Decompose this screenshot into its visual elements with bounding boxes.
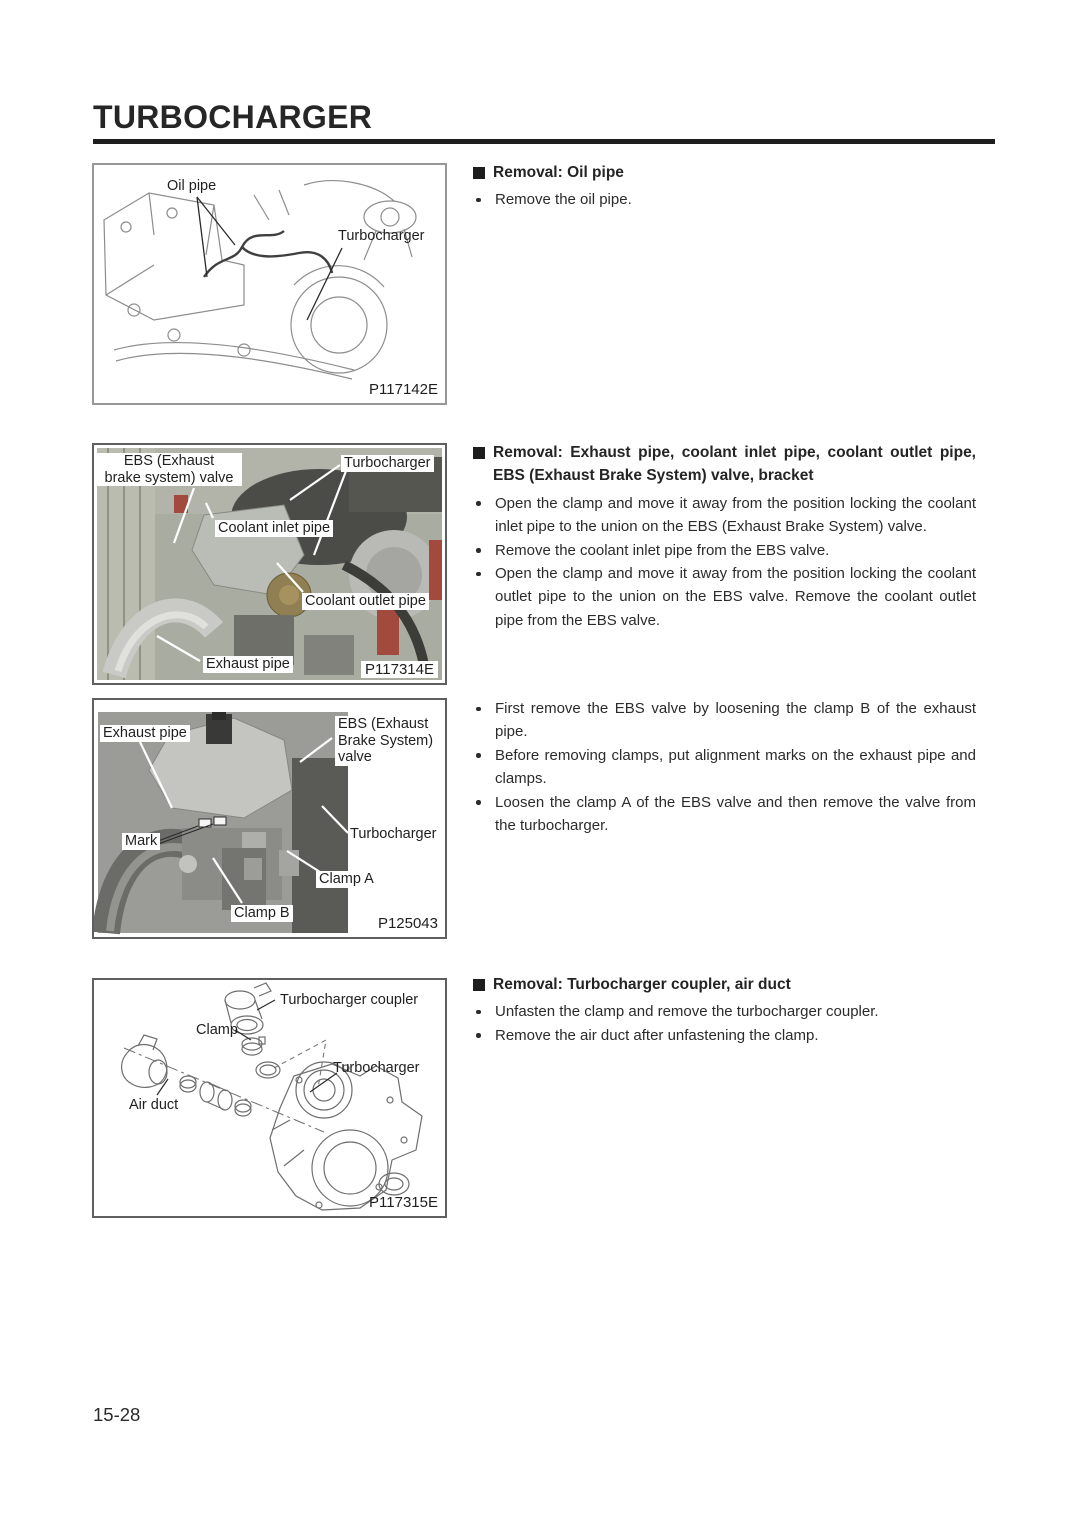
bullet-text: Remove the coolant inlet pipe from the EBS valve. [495, 541, 830, 559]
figure-code: P125043 [377, 915, 438, 932]
section-heading-text: Removal: Oil pipe [493, 164, 624, 181]
figure-label-mark: Mark [122, 833, 160, 850]
bullet-dot-icon [473, 188, 495, 211]
title-rule [93, 139, 995, 144]
section-heading-text: Removal: Turbocharger coupler, air duct [493, 976, 791, 993]
list-item [473, 1024, 976, 1047]
bullet-dot-icon [473, 539, 495, 562]
bullet-text: Open the clamp and move it away from the position locking the coolant inlet pipe to the union on the EBS (Exhaust Brake System) valve. [495, 494, 976, 536]
section-heading [473, 441, 976, 488]
figure-label-ebs-line2: brake system) valve [104, 469, 234, 486]
section-heading-text: Removal: Exhaust pipe, coolant inlet pipe, coolant outlet pipe, EBS (Exhaust Brake System) valve, bracket [493, 444, 976, 485]
page-number: 15-28 [93, 1404, 141, 1425]
bullet-dot-icon [473, 1000, 495, 1023]
figure-exploded-view [92, 978, 447, 1218]
figure-label-ebs-line1: EBS (Exhaust [338, 716, 429, 732]
list-item [473, 188, 976, 211]
heading-square-icon [473, 167, 485, 179]
bullet-dot-icon [473, 697, 495, 744]
figure-oil-pipe [92, 163, 447, 405]
figure-label-clamp-b: Clamp B [231, 905, 293, 922]
bullet-dot-icon [473, 1024, 495, 1047]
figure-code: P117315E [369, 1194, 438, 1211]
figure-label-turbocharger-coupler: Turbocharger coupler [280, 992, 419, 1008]
figure-label-exhaust-pipe: Exhaust pipe [203, 656, 293, 673]
section-heading [473, 973, 976, 996]
figure-label-turbocharger: Turbocharger [338, 228, 425, 244]
heading-square-icon [473, 979, 485, 991]
figure-code: P117314E [361, 661, 438, 678]
list-item [473, 697, 976, 744]
list-item [473, 539, 976, 562]
figure-label-air-duct: Air duct [129, 1097, 179, 1113]
bullet-text: Unfasten the clamp and remove the turbocharger coupler. [495, 1003, 879, 1021]
figure-label-turbocharger: Turbocharger [341, 455, 434, 472]
figure-clamp-photo [92, 698, 447, 939]
figure-ebs-photo [92, 443, 447, 685]
bullet-dot-icon [473, 492, 495, 539]
bullet-text: Remove the air duct after unfastening the clamp. [495, 1026, 819, 1044]
engine-line-art [94, 165, 445, 403]
bullet-text: Remove the oil pipe. [495, 191, 632, 209]
heading-square-icon [473, 447, 485, 459]
figure-label-ebs-line2: Brake System) [338, 732, 434, 749]
bullet-text: Before removing clamps, put alignment marks on the exhaust pipe and clamps. [495, 746, 976, 788]
figure-label-ebs-line3: valve [338, 749, 372, 765]
page-title: TURBOCHARGER [93, 99, 373, 135]
bullet-dot-icon [473, 744, 495, 791]
figure-label-ebs-line1: EBS (Exhaust [123, 453, 215, 469]
figure-label-clamp-a: Clamp A [316, 871, 377, 888]
section-removal-oil-pipe [473, 161, 976, 212]
figure-label-turbocharger: Turbocharger [333, 1060, 420, 1076]
bullet-dot-icon [473, 791, 495, 838]
bullet-text: Open the clamp and move it away from the position locking the coolant outlet pipe to the union on the EBS valve. Remove the coolant outlet pipe from the EBS valve. [495, 565, 976, 629]
figure-label-exhaust-pipe: Exhaust pipe [100, 725, 190, 742]
list-item [473, 492, 976, 539]
list-item [473, 1000, 976, 1023]
figure-label-ebs-valve [335, 716, 445, 766]
bullet-text: First remove the EBS valve by loosening the clamp B of the exhaust pipe. [495, 700, 976, 741]
figure-label-clamp: Clamp [196, 1022, 238, 1038]
section-removal-coupler-air-duct [473, 973, 976, 1047]
figure-label-oil-pipe: Oil pipe [167, 178, 217, 194]
bullet-dot-icon [473, 562, 495, 632]
section-removal-exhaust-pipe [473, 441, 976, 632]
list-item [473, 562, 976, 632]
list-item [473, 791, 976, 838]
figure-label-turbocharger: Turbocharger [350, 826, 437, 842]
bullet-text: Loosen the clamp A of the EBS valve and then remove the valve from the turbocharger. [495, 793, 976, 835]
figure-code: P117142E [369, 381, 438, 398]
list-item [473, 744, 976, 791]
figure-label-coolant-inlet-pipe: Coolant inlet pipe [215, 520, 333, 537]
section-heading [473, 161, 976, 184]
figure-label-coolant-outlet-pipe: Coolant outlet pipe [302, 593, 429, 610]
figure-label-ebs-valve [96, 453, 242, 486]
section-ebs-valve-steps [473, 697, 976, 837]
